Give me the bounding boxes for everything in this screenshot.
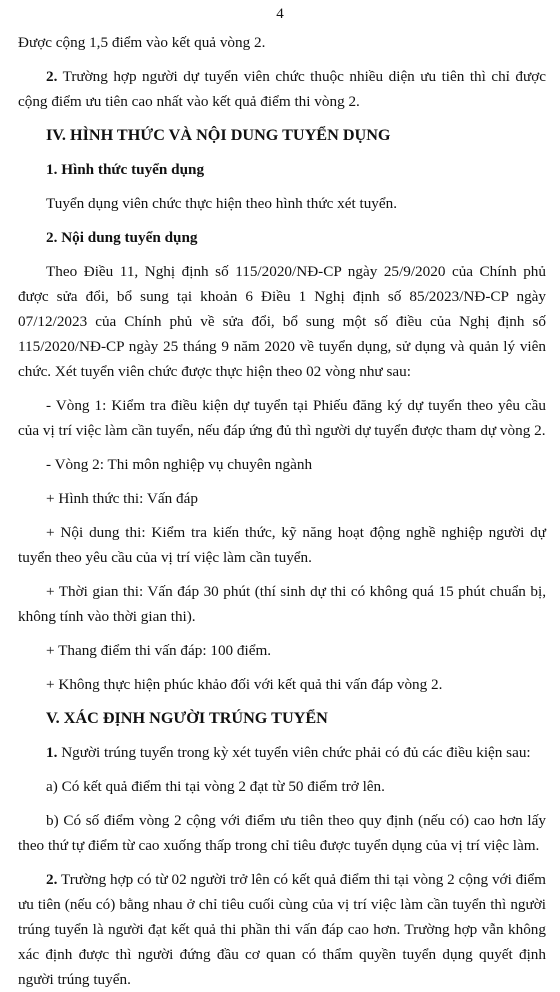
paragraph: Theo Điều 11, Nghị định số 115/2020/NĐ-CP ngày 25/9/2020 của Chính phủ được sửa đổi, bổ sung tại khoản 6 Điều 1 Nghị định số 85/2023/NĐ-CP ngày 07/12/2023 của Chính phủ về sửa đổi, bổ sung một số điều của Nghị định số 115/2020/NĐ-CP ngày 25 tháng 9 năm 2020 về tuyển dụng, sử dụng và quản lý viên chức. Xét tuyển viên chức được thực hiện theo 02 vòng như sau: — [18, 263, 546, 380]
bullet-noi-dung-thi: + Nội dung thi: Kiểm tra kiến thức, kỹ năng hoạt động nghề nghiệp người dự tuyển theo yêu cầu của vị trí việc làm cần tuyển. — [18, 524, 546, 566]
paragraph-numbered — [18, 740, 546, 765]
paragraph-vong-2: - Vòng 2: Thi môn nghiệp vụ chuyên ngành — [46, 456, 313, 473]
bullet-phuc-khao: + Không thực hiện phúc khảo đối với kết quả thi vấn đáp vòng 2. — [46, 676, 443, 693]
subheading-hinh-thuc: 1. Hình thức tuyển dụng — [46, 161, 205, 178]
section-heading-v: V. XÁC ĐỊNH NGƯỜI TRÚNG TUYỂN — [46, 709, 328, 727]
subheading-noi-dung: 2. Nội dung tuyển dụng — [46, 229, 198, 246]
item-number: 2. — [46, 871, 58, 888]
page-number: 4 — [276, 6, 284, 22]
paragraph-text: Trường hợp có từ 02 người trở lên có kết quả điểm thi tại vòng 2 cộng với điểm ưu tiên (nếu có) bằng nhau ở chỉ tiêu cuối cùng của vị trí việc làm cần tuyển thì người trúng tuyển là người đạt kết quả thi phần thi vấn đáp cao hơn. Trường hợp vẫn không xác định được thì người đứng đầu cơ quan có thẩm quyền tuyển dụng quyết định người trúng tuyển. — [18, 871, 546, 988]
paragraph: Được cộng 1,5 điểm vào kết quả vòng 2. — [18, 34, 266, 51]
paragraph-text: Trường hợp người dự tuyển viên chức thuộc nhiều diện ưu tiên thì chỉ được cộng điểm ưu tiên cao nhất vào kết quả điểm thi vòng 2. — [18, 68, 546, 110]
document-body — [18, 30, 546, 992]
item-number: 1. — [46, 744, 58, 761]
item-number: 2. — [46, 68, 58, 85]
paragraph: Tuyển dụng viên chức thực hiện theo hình thức xét tuyển. — [46, 195, 398, 212]
paragraph-condition-a: a) Có kết quả điểm thi tại vòng 2 đạt từ 50 điểm trở lên. — [46, 778, 385, 795]
section-heading-iv: IV. HÌNH THỨC VÀ NỘI DUNG TUYỂN DỤNG — [46, 126, 391, 144]
paragraph-vong-1: - Vòng 1: Kiểm tra điều kiện dự tuyển tại Phiếu đăng ký dự tuyển theo yêu cầu của vị trí việc làm cần tuyển, nếu đáp ứng đủ thì người dự tuyển được tham dự vòng 2. — [18, 397, 546, 439]
paragraph-condition-b: b) Có số điểm vòng 2 cộng với điểm ưu tiên theo quy định (nếu có) cao hơn lấy theo thứ tự điểm từ cao xuống thấp trong chỉ tiêu được tuyển dụng của vị trí việc làm. — [18, 812, 546, 854]
bullet-hinh-thuc-thi: + Hình thức thi: Vấn đáp — [46, 490, 198, 507]
paragraph-text: Người trúng tuyển trong kỳ xét tuyển viên chức phải có đủ các điều kiện sau: — [57, 744, 531, 761]
paragraph-numbered — [18, 867, 546, 992]
paragraph-numbered — [18, 64, 546, 114]
bullet-thoi-gian-thi: + Thời gian thi: Vấn đáp 30 phút (thí sinh dự thi có không quá 15 phút chuẩn bị, không tính vào thời gian thi). — [18, 583, 546, 625]
bullet-thang-diem: + Thang điểm thi vấn đáp: 100 điểm. — [46, 642, 272, 659]
